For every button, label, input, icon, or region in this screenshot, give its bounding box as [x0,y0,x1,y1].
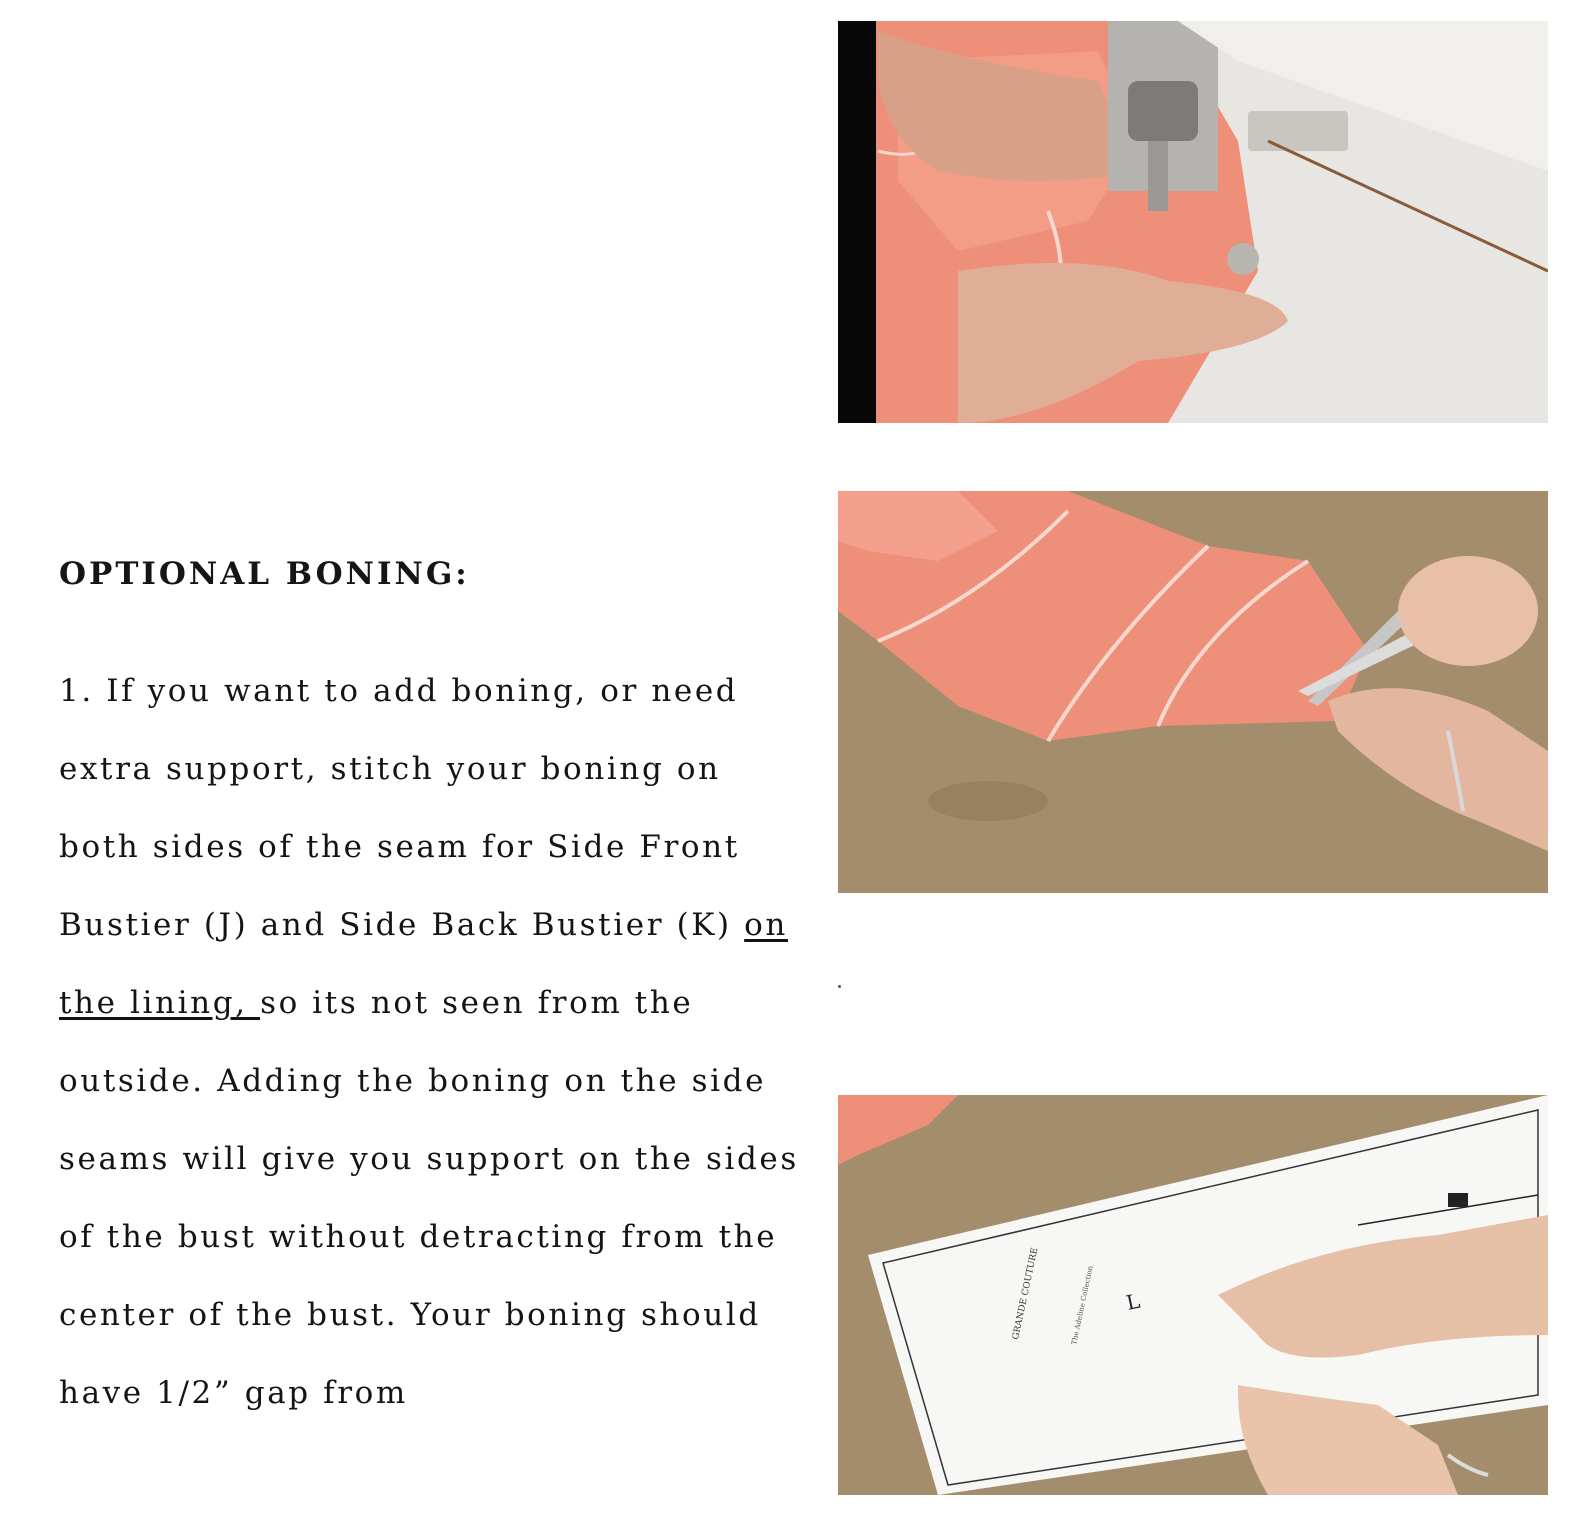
instruction-step-1 [59,652,804,1432]
step-text-part-2: so its not seen from the outside. Adding the boning on the side seams will give you support on the sides of the bust without detracting from the center of the bust. Your boning should have 1/2” gap from [59,985,799,1411]
pattern-piece-illustration [838,1095,1548,1495]
stray-dot [838,985,841,988]
pattern-piece-photo [838,1095,1548,1495]
pattern-tagline: The Adeline Collection [1070,1265,1095,1346]
step-text-part-1: 1. If you want to add boning, or need extra support, stitch your boning on both sides of the seam for Side Front Bustier (J) and Side Back Bustier (K) [59,673,745,943]
cutting-fabric-photo [838,491,1548,893]
section-heading: OPTIONAL BONING: [59,556,470,592]
pattern-brand: GRANDE COUTURE [1011,1246,1041,1341]
cutting-fabric-illustration [838,491,1548,893]
pattern-piece-letter: L [1124,1288,1143,1315]
sewing-machine-illustration [838,21,1548,423]
step-text-underlined: on the lining, [59,907,789,1021]
sewing-machine-photo [838,21,1548,423]
